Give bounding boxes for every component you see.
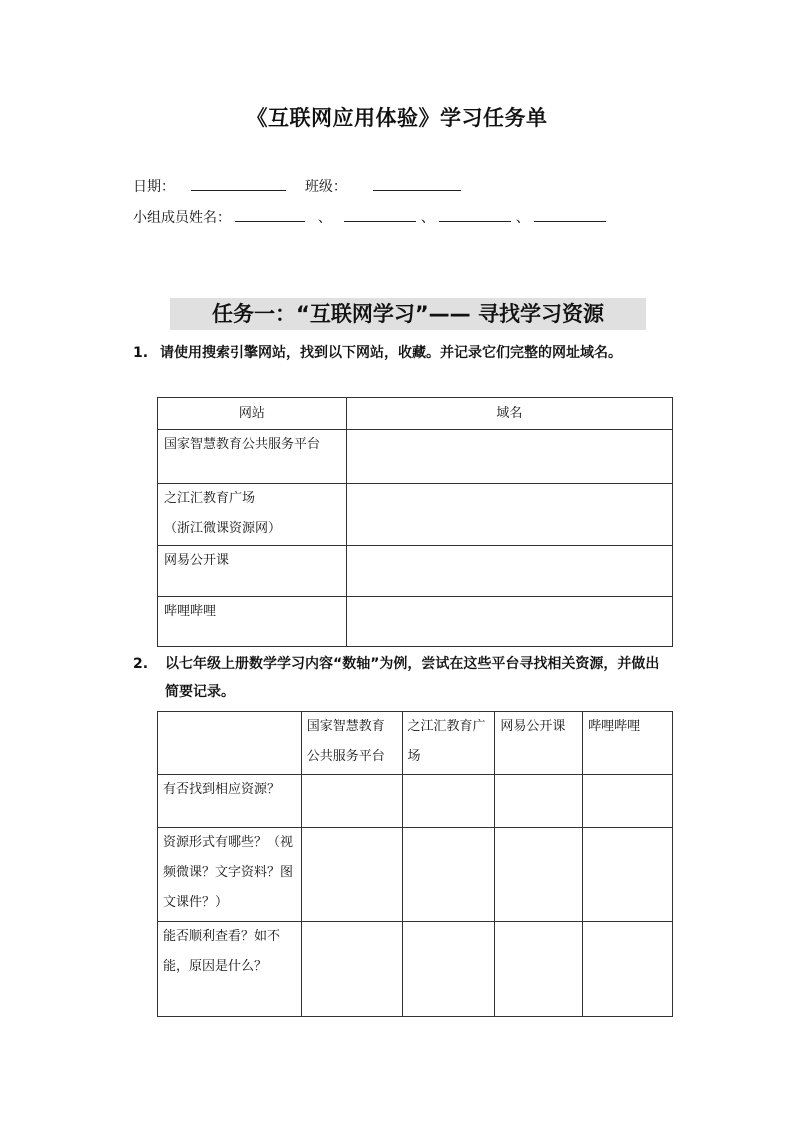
member-separator: 、 — [317, 210, 332, 226]
site-name: 国家智慧教育公共服务平台 — [164, 437, 321, 452]
answer-cell[interactable] — [495, 922, 583, 1017]
site-cell — [158, 430, 347, 484]
question-1-text: 请使用搜索引擎网站，找到以下网站，收藏。并记录它们完整的网址域名。 — [160, 345, 622, 361]
answer-cell[interactable] — [495, 775, 583, 828]
member-blank-2[interactable] — [344, 207, 416, 222]
header-site: 网站 — [158, 398, 347, 430]
answer-cell[interactable] — [583, 828, 673, 922]
answer-cell[interactable] — [583, 775, 673, 828]
site-name: 哔哩哔哩 — [164, 604, 217, 619]
question-2-number: 2. — [133, 656, 149, 672]
date-label: 日期： — [133, 179, 175, 195]
members-label: 小组成员姓名： — [133, 210, 231, 226]
domain-cell[interactable] — [346, 546, 672, 597]
answer-cell[interactable] — [402, 775, 495, 828]
question-2-text: 以七年级上册数学学习内容“数轴”为例，尝试在这些平台寻找相关资源，并做出简要记录。 — [165, 656, 660, 700]
website-domain-table — [157, 397, 673, 647]
site-note: （浙江微课资源网） — [164, 521, 282, 536]
header-domain: 域名 — [346, 398, 672, 430]
header-platform: 哔哩哔哩 — [583, 712, 673, 775]
header-blank — [158, 712, 302, 775]
site-cell — [158, 484, 347, 546]
resource-record-table — [157, 711, 673, 1017]
site-cell — [158, 546, 347, 597]
answer-cell[interactable] — [402, 922, 495, 1017]
table-header-row — [158, 712, 673, 775]
site-name: 之江汇教育广场 — [164, 491, 256, 506]
site-cell — [158, 597, 347, 647]
table-row — [158, 484, 673, 546]
member-blank-4[interactable] — [534, 207, 606, 222]
header-platform: 网易公开课 — [495, 712, 583, 775]
page-title: 《互联网应用体验》学习任务单 — [246, 106, 548, 130]
table-row — [158, 430, 673, 484]
member-blank-3[interactable] — [439, 207, 511, 222]
table-row — [158, 546, 673, 597]
table-row — [158, 597, 673, 647]
member-separator: 、 — [420, 210, 435, 226]
header-platform: 之江汇教育广场 — [402, 712, 495, 775]
table-row — [158, 828, 673, 922]
answer-cell[interactable] — [495, 828, 583, 922]
table-row — [158, 922, 673, 1017]
table-header-row — [158, 398, 673, 430]
domain-cell[interactable] — [346, 597, 672, 647]
site-name: 网易公开课 — [164, 553, 230, 568]
header-platform: 国家智慧教育公共服务平台 — [301, 712, 402, 775]
date-blank[interactable] — [191, 176, 286, 191]
answer-cell[interactable] — [301, 922, 402, 1017]
table-row — [158, 775, 673, 828]
question-1-number: 1. — [133, 345, 149, 361]
answer-cell[interactable] — [583, 922, 673, 1017]
row-label: 资源形式有哪些？（视频微课？文字资料？图文课件？） — [158, 828, 302, 922]
domain-cell[interactable] — [346, 484, 672, 546]
class-label: 班级： — [304, 179, 347, 195]
class-blank[interactable] — [373, 176, 461, 191]
row-label: 有否找到相应资源？ — [158, 775, 302, 828]
members-line — [133, 207, 606, 227]
member-separator: 、 — [515, 210, 530, 226]
task1-heading: 任务一：“互联网学习”—— 寻找学习资源 — [170, 298, 646, 330]
domain-cell[interactable] — [346, 430, 672, 484]
answer-cell[interactable] — [301, 828, 402, 922]
member-blank-1[interactable] — [235, 207, 305, 222]
row-label: 能否顺利查看？如不能，原因是什么？ — [158, 922, 302, 1017]
date-class-line — [133, 176, 461, 196]
answer-cell[interactable] — [402, 828, 495, 922]
answer-cell[interactable] — [301, 775, 402, 828]
